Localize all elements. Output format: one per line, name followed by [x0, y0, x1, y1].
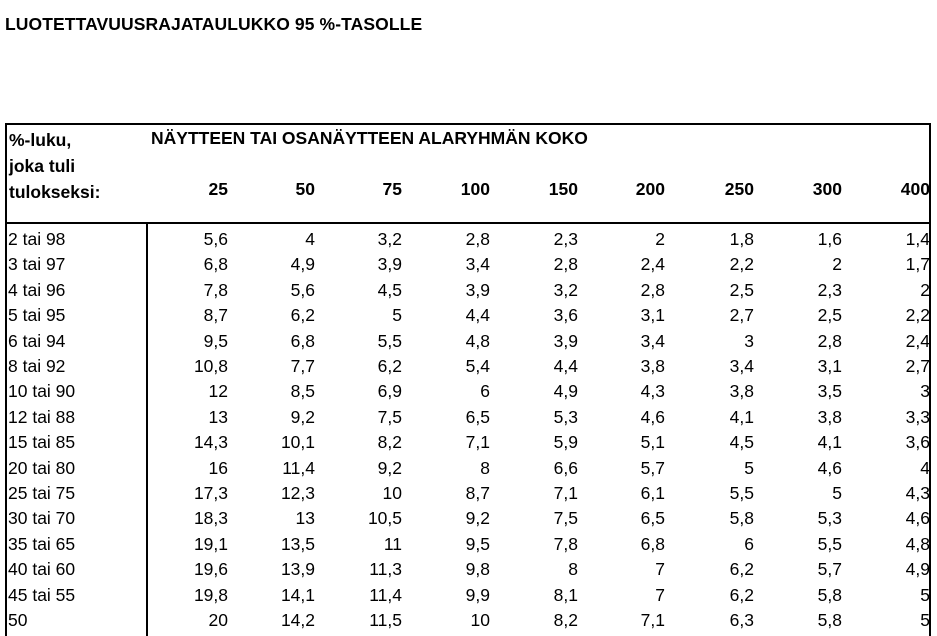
table-cell: 6,5 — [465, 406, 490, 427]
table-cell: 6,2 — [729, 559, 754, 580]
table-cell: 19,1 — [193, 533, 228, 554]
table-row — [7, 582, 929, 607]
table-cell: 4,8 — [905, 533, 930, 554]
table-cell: 4,8 — [465, 330, 490, 351]
table-cell: 5,5 — [729, 483, 754, 503]
table-cell: 8 — [568, 559, 578, 580]
table-cell: 2,2 — [905, 305, 930, 326]
table-cell: 9,2 — [465, 508, 490, 529]
table-cell: 5,8 — [729, 508, 754, 529]
table-cell: 4,3 — [905, 483, 930, 503]
table-cell: 6 — [480, 381, 490, 402]
table-row — [7, 531, 929, 556]
table-cell: 9,5 — [465, 533, 490, 554]
table-cell: 6,2 — [729, 584, 754, 605]
table-cell: 3,9 — [377, 254, 402, 275]
row-percentage-label: 8 tai 92 — [8, 356, 66, 376]
table-cell: 2,2 — [729, 254, 754, 275]
table-cell: 4,3 — [640, 381, 665, 402]
table-cell: 9,2 — [290, 406, 315, 427]
table-row — [7, 251, 929, 276]
row-percentage-label: 5 tai 95 — [8, 305, 66, 326]
table-cell: 3 — [920, 381, 930, 402]
table-cell: 2,3 — [817, 279, 842, 300]
table-cell: 8,5 — [290, 381, 315, 402]
table-cell: 8,2 — [377, 432, 402, 453]
table-cell: 5,7 — [817, 559, 842, 580]
table-cell: 4,1 — [817, 432, 842, 453]
table-row — [7, 302, 929, 327]
row-percentage-label: 30 tai 70 — [8, 508, 76, 529]
row-header-label — [9, 127, 100, 205]
row-percentage-label: 35 tai 65 — [8, 533, 76, 554]
row-header-line-1: %-luku, — [9, 130, 72, 150]
table-cell: 7,5 — [553, 508, 578, 529]
table-cell: 5 — [392, 305, 402, 326]
table-cell: 5,8 — [817, 610, 842, 630]
table-cell: 3,6 — [553, 305, 578, 326]
table-cell: 9,9 — [465, 584, 490, 605]
table-cell: 5,5 — [377, 330, 402, 351]
table-cell: 13 — [208, 406, 228, 427]
table-cell: 8,7 — [465, 483, 490, 503]
table-row — [7, 277, 929, 302]
sample-size-header: 75 — [382, 179, 402, 199]
table-cell: 2,7 — [905, 356, 930, 376]
table-cell: 19,6 — [193, 559, 228, 580]
table-cell: 2 — [655, 229, 665, 249]
table-cell: 4,9 — [553, 381, 578, 402]
table-cell: 4,6 — [905, 508, 930, 529]
table-cell: 5 — [744, 457, 754, 478]
sample-size-header: 200 — [635, 179, 665, 199]
table-cell: 6,9 — [377, 381, 402, 402]
table-cell: 2 — [832, 254, 842, 275]
table-cell: 13,5 — [280, 533, 315, 554]
table-cell: 7,1 — [465, 432, 490, 453]
table-cell: 2,5 — [817, 305, 842, 326]
table-cell: 8,1 — [553, 584, 578, 605]
table-cell: 7,7 — [290, 356, 315, 376]
table-cell: 1,8 — [729, 229, 754, 249]
row-percentage-label: 40 tai 60 — [8, 559, 76, 580]
table-cell: 3,2 — [553, 279, 578, 300]
table-cell: 6,2 — [377, 356, 402, 376]
sample-size-header: 250 — [724, 179, 754, 199]
table-cell: 14,2 — [280, 610, 315, 630]
table-cell: 2,8 — [465, 229, 490, 249]
table-cell: 2,4 — [640, 254, 665, 275]
table-row — [7, 226, 929, 251]
table-cell: 9,5 — [203, 330, 228, 351]
table-cell: 10,8 — [193, 356, 228, 376]
table-cell: 6,5 — [640, 508, 665, 529]
table-cell: 4,4 — [553, 356, 578, 376]
table-cell: 10 — [470, 610, 490, 630]
table-cell: 7,1 — [640, 610, 665, 630]
sample-size-header: 25 — [208, 179, 228, 199]
table-cell: 2,3 — [553, 229, 578, 249]
table-cell: 11,5 — [369, 610, 402, 630]
table-cell: 2,7 — [729, 305, 754, 326]
table-cell: 17,3 — [193, 483, 228, 503]
row-percentage-label: 15 tai 85 — [8, 432, 76, 453]
table-cell: 2,8 — [553, 254, 578, 275]
table-cell: 8,2 — [553, 610, 578, 630]
table-row — [7, 429, 929, 454]
table-cell: 2,8 — [817, 330, 842, 351]
table-cell: 6 — [744, 533, 754, 554]
table-cell: 7 — [655, 584, 665, 605]
table-cell: 4,9 — [290, 254, 315, 275]
table-cell: 3,8 — [729, 381, 754, 402]
table-row — [7, 556, 929, 581]
table-row — [7, 607, 929, 632]
table-cell: 6,6 — [553, 457, 578, 478]
table-cell: 4,6 — [640, 406, 665, 427]
table-row — [7, 378, 929, 403]
table-row — [7, 404, 929, 429]
table-cell: 11,3 — [369, 559, 402, 580]
table-cell: 1,7 — [905, 254, 930, 275]
table-cell: 5,7 — [640, 457, 665, 478]
table-cell: 8 — [480, 457, 490, 478]
table-cell: 10 — [382, 483, 402, 503]
table-cell: 4,9 — [905, 559, 930, 580]
table-cell: 5,3 — [553, 406, 578, 427]
table-cell: 8,7 — [203, 305, 228, 326]
table-row — [7, 455, 929, 480]
table-cell: 5,4 — [465, 356, 490, 376]
table-cell: 11 — [383, 533, 402, 554]
table-cell: 3,3 — [905, 406, 930, 427]
table-cell: 11,4 — [282, 457, 315, 478]
table-cell: 10,5 — [367, 508, 402, 529]
table-cell: 5,1 — [640, 432, 665, 453]
table-row — [7, 328, 929, 353]
table-cell: 2 — [920, 279, 930, 300]
table-cell: 18,3 — [193, 508, 228, 529]
sample-size-header: 400 — [900, 179, 930, 199]
row-percentage-label: 50 — [8, 610, 28, 630]
table-cell: 12 — [208, 381, 228, 402]
table-cell: 4,6 — [817, 457, 842, 478]
table-cell: 5,9 — [553, 432, 578, 453]
row-percentage-label: 12 tai 88 — [8, 406, 76, 427]
table-cell: 2,5 — [729, 279, 754, 300]
table-cell: 1,4 — [905, 229, 930, 249]
table-cell: 19,8 — [193, 584, 228, 605]
table-row — [7, 505, 929, 530]
table-cell: 4,1 — [729, 406, 754, 427]
table-cell: 4,4 — [465, 305, 490, 326]
table-cell: 20 — [208, 610, 228, 630]
sample-size-header: 300 — [812, 179, 842, 199]
table-cell: 6,8 — [203, 254, 228, 275]
row-header-line-2: joka tuli — [9, 156, 76, 176]
table-cell: 5,3 — [817, 508, 842, 529]
table-cell: 6,8 — [640, 533, 665, 554]
table-cell: 12,3 — [280, 483, 315, 503]
table-cell: 7,8 — [553, 533, 578, 554]
row-percentage-label: 25 tai 75 — [8, 483, 76, 503]
table-cell: 3,1 — [817, 356, 842, 376]
table-cell: 5,5 — [817, 533, 842, 554]
row-percentage-label: 20 tai 80 — [8, 457, 76, 478]
table-row — [7, 353, 929, 378]
document-title: LUOTETTAVUUSRAJATAULUKKO 95 %-TASOLLE — [5, 14, 423, 34]
sample-size-header: 150 — [548, 179, 578, 199]
table-cell: 9,2 — [377, 457, 402, 478]
table-cell: 9,8 — [465, 559, 490, 580]
table-cell: 13,9 — [280, 559, 315, 580]
table-cell: 5 — [920, 584, 930, 605]
table-cell: 5 — [832, 483, 842, 503]
table-cell: 6,1 — [640, 483, 665, 503]
table-row — [7, 480, 929, 505]
table-cell: 7,8 — [203, 279, 228, 300]
row-percentage-label: 45 tai 55 — [8, 584, 76, 605]
sample-size-header: 100 — [460, 179, 490, 199]
table-cell: 14,3 — [193, 432, 228, 453]
row-header-line-3: tulokseksi: — [9, 182, 101, 202]
table-cell: 5 — [920, 610, 930, 630]
table-cell: 4 — [920, 457, 930, 478]
table-cell: 3,8 — [817, 406, 842, 427]
table-cell: 2,4 — [905, 330, 930, 351]
sample-size-group-header: NÄYTTEEN TAI OSANÄYTTEEN ALARYHMÄN KOKO — [151, 128, 588, 148]
sample-size-header: 50 — [295, 179, 315, 199]
table-cell: 6,3 — [729, 610, 754, 630]
table-cell: 3,4 — [729, 356, 754, 376]
row-percentage-label: 2 tai 98 — [8, 229, 66, 249]
row-percentage-label: 6 tai 94 — [8, 330, 66, 351]
table-cell: 10,1 — [280, 432, 315, 453]
table-cell: 4 — [305, 229, 315, 249]
row-percentage-label: 3 tai 97 — [8, 254, 66, 275]
row-percentage-label: 4 tai 96 — [8, 279, 66, 300]
table-cell: 3,4 — [465, 254, 490, 275]
table-cell: 6,8 — [290, 330, 315, 351]
table-cell: 5,6 — [203, 229, 228, 249]
table-cell: 4,5 — [377, 279, 402, 300]
table-cell: 14,1 — [280, 584, 315, 605]
table-cell: 13 — [295, 508, 315, 529]
table-cell: 3,9 — [465, 279, 490, 300]
table-cell: 3,2 — [377, 229, 402, 249]
table-cell: 3 — [744, 330, 754, 351]
table-cell: 11,4 — [369, 584, 402, 605]
table-cell: 3,4 — [640, 330, 665, 351]
table-cell: 3,1 — [640, 305, 665, 326]
table-cell: 3,9 — [553, 330, 578, 351]
confidence-limit-table — [5, 123, 931, 636]
table-cell: 6,2 — [290, 305, 315, 326]
table-cell: 1,6 — [817, 229, 842, 249]
table-cell: 7,1 — [553, 483, 578, 503]
table-cell: 3,8 — [640, 356, 665, 376]
table-cell: 2,8 — [640, 279, 665, 300]
table-cell: 16 — [208, 457, 228, 478]
table-cell: 5,6 — [290, 279, 315, 300]
table-cell: 3,6 — [905, 432, 930, 453]
table-cell: 3,5 — [817, 381, 842, 402]
table-cell: 4,5 — [729, 432, 754, 453]
table-cell: 7 — [655, 559, 665, 580]
table-cell: 7,5 — [377, 406, 402, 427]
table-cell: 5,8 — [817, 584, 842, 605]
row-percentage-label: 10 tai 90 — [8, 381, 76, 402]
